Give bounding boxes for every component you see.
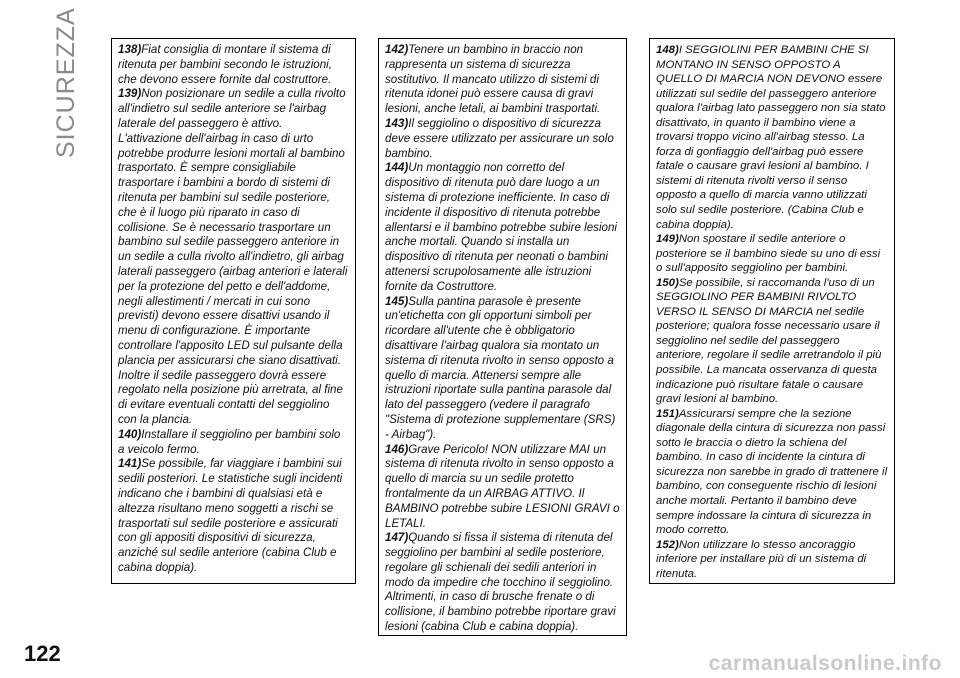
note-number: 151): [656, 407, 679, 420]
note-text: Non posizionare un sedile a culla rivolto all'indietro sul sedile anteriore se l'airbag laterale del passeggero è attivo. L'attivazione dell'airbag in caso di urto potrebbe produrre lesioni mortali al bambino trasportato. È sempre consigliabile trasportare i bambini a bordo di sistemi di ritenuta per bambini sul sedile posteriore, che è il luogo più riparato in caso di collisione. Se è necessario trasportare un bambino sul sedile passeggero anteriore in un sedile a culla rivolto all'indietro, gli airbag laterali passeggero (airbag anteriori e laterali per la protezione del petto e dell'addome, negli allestimenti / mercati in cui sono previsti) devono essere disattivi usando il menu di configurazione. È importante controllare l'apposito LED sul pulsante della plancia per assicurarsi che siano disattivati. Inoltre il sedile passeggero dovrà essere regolato nella posizione più arretrata, al fine di evitare eventuali contatti del seggiolino con la plancia.: [118, 87, 348, 426]
note-item: [656, 43, 888, 232]
notes-column-1: [111, 38, 356, 584]
note-text: Grave Pericolo! NON utilizzare MAI un sistema di ritenuta rivolto in senso opposto a quello di marcia su un sedile protetto frontalmente da un AIRBAG ATTIVO. Il BAMBINO potrebbe subire LESIONI GRAVI o LETALI.: [385, 442, 620, 530]
note-number: 144): [385, 161, 409, 175]
section-title: SICUREZZA: [52, 7, 80, 158]
note-item: [385, 161, 620, 294]
note-number: 145): [385, 294, 409, 308]
note-text: Sulla pantina parasole è presente un'etichetta con gli opportuni simboli per ricordare all'utente che è obbligatorio disattivare l'airbag qualora sia montato un sistema di ritenuta rivolto in senso opposto a quello di marcia. Attenersi sempre alle istruzioni riportate sulla pantina parasole dal lato del passeggero (vedere il paragrafo "Sistema di protezione supplementare (SRS) - Airbag").: [385, 294, 616, 441]
note-text: Se possibile, si raccomanda l'uso di un SEGGIOLINO PER BAMBINI RIVOLTO VERSO IL SENSO DI MARCIA nel sedile posteriore; qualora fosse necessario usare il seggiolino nel sedile del passeggero anteriore, regolare il sedile arretrandolo il più possibile. La mancata osservanza di questa indicazione può risultare fatale o causare gravi lesioni al bambino.: [656, 276, 882, 406]
note-number: 142): [385, 43, 409, 56]
note-number: 150): [656, 276, 679, 289]
note-item: [385, 443, 620, 532]
page-number: 122: [24, 641, 61, 666]
note-number: 139): [118, 87, 142, 101]
note-item: [656, 538, 888, 582]
note-text: Assicurarsi sempre che la sezione diagonale della cintura di sicurezza non passi sotto le braccia o dietro la schiena del bambino. In caso di incidente la cintura di sicurezza non sarebbe in grado di trattenere il bambino, con conseguente rischio di lesioni anche mortali. Pertanto il bambino deve sempre indossare la cintura di sicurezza in modo corretto.: [656, 407, 888, 537]
note-item: [385, 295, 620, 443]
note-item: [656, 232, 888, 276]
note-number: 138): [118, 43, 142, 56]
note-number: 143): [385, 116, 409, 130]
note-text: Tenere un bambino in braccio non rappresenta un sistema di sicurezza sostitutivo. Il mancato utilizzo di sistemi di ritenuta idonei può essere causa di gravi lesioni, anche letali, ai bambini trasportati.: [385, 43, 601, 116]
note-text: Il seggiolino o dispositivo di sicurezza deve essere utilizzato per assicurare un solo bambino.: [385, 116, 614, 160]
note-number: 147): [385, 531, 409, 545]
note-item: [118, 457, 349, 575]
note-number: 148): [656, 44, 679, 56]
note-item: [385, 117, 620, 161]
notes-column-3: [649, 38, 895, 584]
note-text: Fiat consiglia di montare il sistema di ritenuta per bambini secondo le istruzioni, che devono essere fornite dal costruttore.: [118, 43, 332, 86]
note-item: [118, 428, 349, 458]
note-text: I SEGGIOLINI PER BAMBINI CHE SI MONTANO IN SENSO OPPOSTO A QUELLO DI MARCIA NON DEVONO essere utilizzati sul sedile del passeggero anteriore qualora l'airbag lato passeggero non sia stato disattivato, in quanto il bambino viene a trovarsi troppo vicino all'airbag stesso. La forza di gonfiaggio dell'airbag può essere fatale o causare gravi lesioni al bambino. I sistemi di ritenuta rivolti verso il senso opposto a quello di marcia vanno utilizzati solo sul sedile posteriore. (Cabina Club e cabina doppia).: [656, 44, 886, 231]
note-number: 152): [656, 538, 679, 551]
note-text: Se possibile, far viaggiare i bambini sui sedili posteriori. Le statistiche sugli incidenti indicano che i bambini di qualsiasi età e altezza risultano meno soggetti a rischi se trasportati sul sedile posteriore e assicurati con gli appositi dispositivi di sicurezza, anziché sul sedile anteriore (cabina Club e cabina doppia).: [118, 457, 343, 574]
note-text: Non spostare il sedile anteriore o posteriore se il bambino siede su uno di essi o sull'apposito seggiolino per bambini.: [656, 233, 881, 275]
note-number: 149): [656, 233, 679, 246]
footer-watermark: carmanualsonline.info: [708, 652, 942, 675]
note-text: Un montaggio non corretto del dispositivo di ritenuta può dare luogo a un sistema di protezione inefficiente. In caso di incidente il dispositivo di ritenuta potrebbe allentarsi e il bambino potrebbe subire lesioni anche mortali. Quando si installa un dispositivo di ritenuta per neonati o bambini attenersi scrupolosamente alle istruzioni fornite da Costruttore.: [385, 161, 618, 293]
notes-column-2: [378, 38, 627, 636]
note-item: [656, 276, 888, 407]
note-item: [385, 531, 620, 635]
note-text: Installare il seggiolino per bambini solo a veicolo fermo.: [118, 427, 341, 456]
note-item: [118, 87, 349, 427]
note-text: Quando si fissa il sistema di ritenuta del seggiolino per bambini al sedile posteriore, regolare gli schienali dei sedili anteriori in modo da impedire che tocchino il seggiolino. Altrimenti, in caso di brusche frenate o di collisione, il bambino potrebbe riportare gravi lesioni (cabina Club e cabina doppia).: [385, 531, 616, 634]
note-number: 141): [118, 457, 142, 471]
note-item: [385, 43, 620, 117]
note-number: 140): [118, 427, 142, 441]
note-number: 146): [385, 442, 409, 456]
note-item: [656, 407, 888, 538]
note-text: Non utilizzare lo stesso ancoraggio inferiore per installare più di un sistema di ritenuta.: [656, 538, 867, 580]
note-item: [118, 43, 349, 87]
